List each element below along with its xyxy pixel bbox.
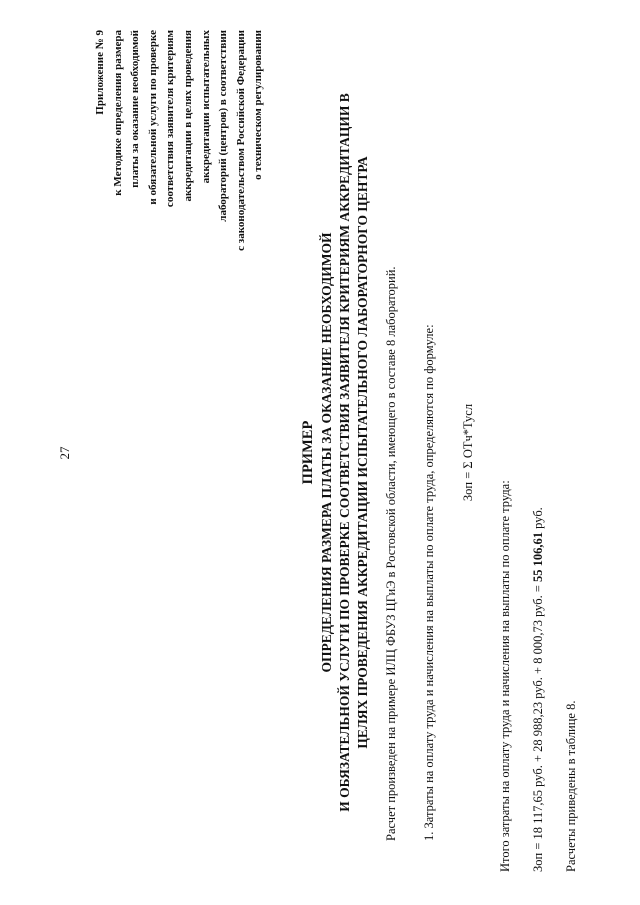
appendix-line: и обязательной услуги по проверке [146,30,159,205]
title-line: ЦЕЛЯХ ПРОВЕДЕНИЯ АККРЕДИТАЦИИ ИСПЫТАТЕЛЬНОГО ЛАБОРАТОРНОГО ЦЕНТРА [355,156,370,749]
item-1-paragraph: 1. Затраты на оплату труда и начисления на выплаты по оплате труда, определяются по формуле: [422,324,436,841]
calculation-suffix: руб. [531,507,545,532]
appendix-line: к Методике определения размера [111,30,124,196]
calculation-line [530,507,546,872]
appendix-header [92,30,268,265]
document-title [298,0,372,905]
formula: Зоп = Σ ОТч*Тусл [461,403,475,502]
title-line: ОПРЕДЕЛЕНИЯ РАЗМЕРА ПЛАТЫ ЗА ОКАЗАНИЕ НЕОБХОДИМОЙ [319,232,334,673]
appendix-line: о техническом регулировании [252,30,265,180]
appendix-line: с законодательством Российской Федерации [234,30,247,251]
appendix-line: Приложение № 9 [94,30,106,115]
page-number: 27 [57,446,72,460]
calculation-prefix: Зоп = 18 117,65 руб. + 28 988,23 руб. + 8 000,73 руб. = [531,581,545,872]
appendix-line: аккредитации испытательных [199,30,212,184]
appendix-line: платы за оказание необходимой [129,30,142,188]
appendix-line: аккредитации в целях проведения [181,30,194,202]
total-paragraph: Итого затраты на оплату труда и начисления на выплаты по оплате труда: [498,480,512,872]
calculation-result: 55 106,61 [531,531,545,582]
appendix-line: лабораторий (центров) в соответствии [217,30,230,222]
intro-paragraph: Расчет произведен на примере ИЛЦ ФБУЗ ЦГиЭ в Ростовской области, имеющего в составе 8 лабораторий. [384,266,398,841]
title-line: И ОБЯЗАТЕЛЬНОЙ УСЛУГИ ПО ПРОВЕРКЕ СООТВЕТСТВИЯ ЗАЯВИТЕЛЯ КРИТЕРИЯМ АККРЕДИТАЦИИ В [337,93,352,812]
appendix-line: соответствия заявителя критериям [164,30,177,208]
table-note: Расчеты приведены в таблице 8. [564,700,578,872]
title-word: ПРИМЕР [300,420,316,485]
